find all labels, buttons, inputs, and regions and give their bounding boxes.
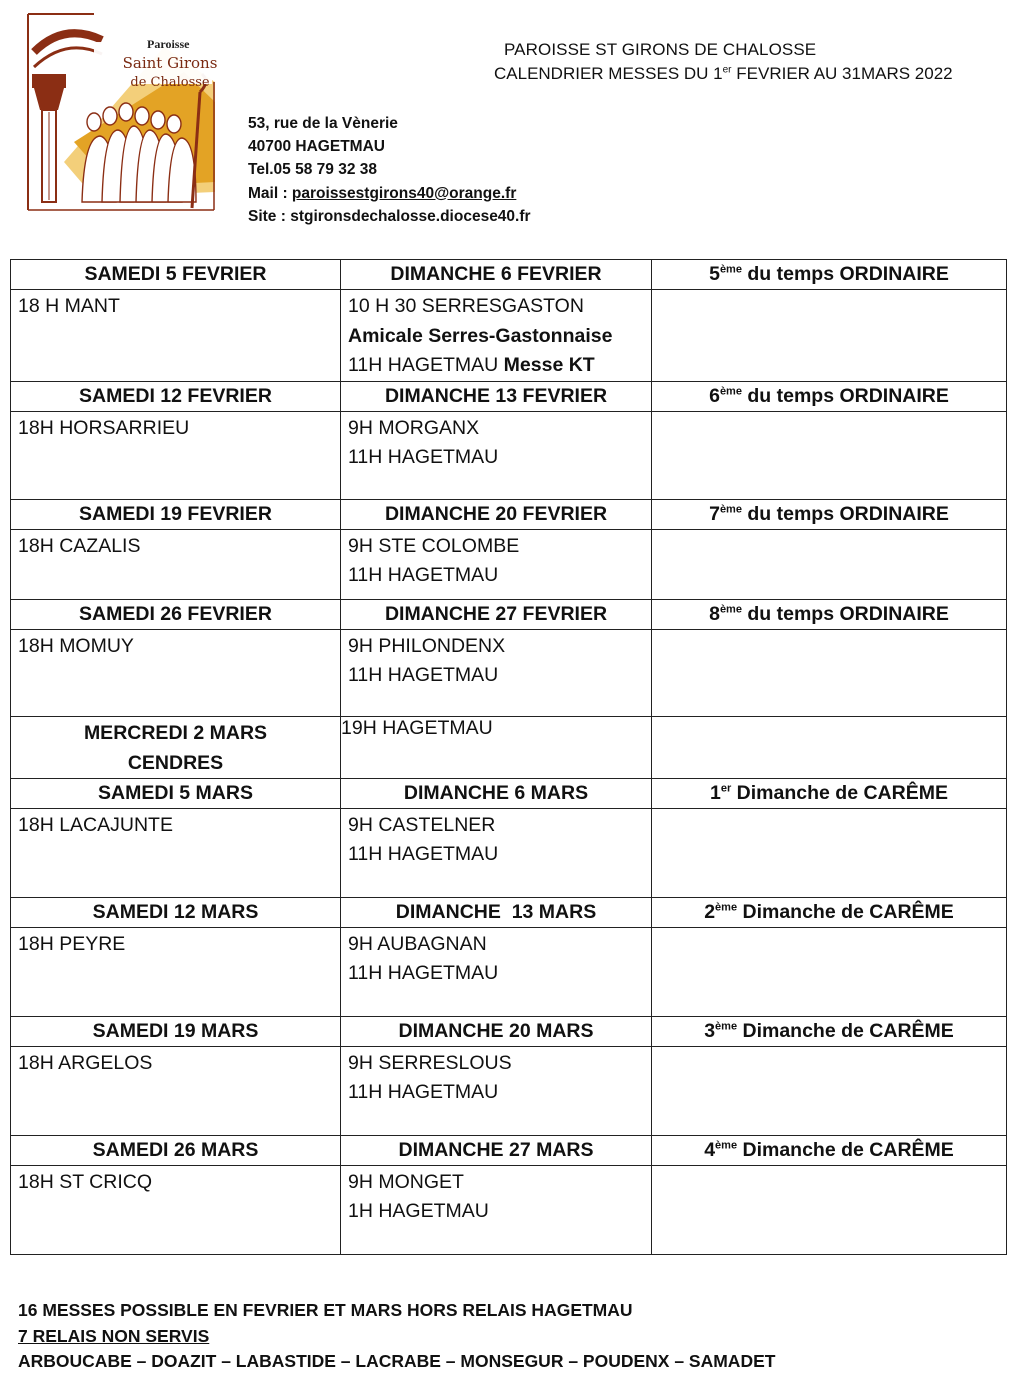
liturgical-sunday [652,599,1007,629]
lit-text: Dimanche de CARÊME [737,1138,954,1161]
mass-entry: 11H HAGETMAU [348,843,499,865]
lit-num: 3 [704,1019,716,1042]
notes-cell [652,1165,1007,1254]
ash-wednesday-date [11,716,341,778]
lit-sup: ème [715,1020,738,1032]
lit-num: 8 [709,602,720,625]
mail-link[interactable]: paroissestgirons40@orange.fr [291,184,517,202]
mass-entry: 9H SERRESLOUS [348,1051,512,1074]
mass-entry: 9H CASTELNER [348,813,496,836]
parish-logo [24,12,218,212]
sunday-date: DIMANCHE 27 FEVRIER [341,599,652,629]
mass-entry: 9H STE COLOMBE [348,534,520,557]
lit-text: du temps ORDINAIRE [741,602,949,625]
liturgical-sunday [652,778,1007,808]
saturday-masses [11,1046,341,1135]
address-city: 40700 HAGETMAU [248,138,385,156]
sunday-date: DIMANCHE 27 MARS [341,1135,652,1165]
mass-entry: 9H PHILONDENX [348,634,506,657]
notes-cell [652,411,1007,499]
lit-text: Dimanche de CARÊME [737,1019,954,1042]
address-site: Site : stgironsdechalosse.diocese40.fr [248,207,531,225]
ash-wednesday-row [11,716,1007,778]
address-mail-line [248,182,531,205]
sunday-masses [341,1165,652,1254]
sunday-masses [341,927,652,1016]
week-header-row [11,260,1007,290]
week-body-row [11,290,1007,382]
week-body-row [11,629,1007,716]
sunday-masses [341,290,652,382]
lit-num: 1 [710,781,721,804]
saturday-date: SAMEDI 5 MARS [11,778,341,808]
saturday-date: SAMEDI 19 FEVRIER [11,499,341,529]
document-subtitle [494,64,953,84]
saturday-masses [11,808,341,897]
sunday-date: DIMANCHE 13 FEVRIER [341,381,652,411]
sunday-masses [341,629,652,716]
logo-sub-text: de Chalosse [130,75,210,90]
mass-note: Amicale Serres-Gastonnaise [348,324,613,347]
week-header-row [11,599,1007,629]
logo-paroisse-text: Paroisse [147,37,190,51]
lit-sup: ème [715,901,738,913]
mass-entry: 18H ST CRICQ [18,1170,153,1193]
footer-relais-title: 7 RELAIS NON SERVIS [18,1325,210,1346]
mass-entry-place: 11H HAGETMAU [348,354,504,376]
sunday-masses [341,529,652,599]
ash-date-line: MERCREDI 2 MARS [83,721,268,744]
subtitle-part-1: CALENDRIER MESSES DU 1 [494,64,723,83]
mass-entry: 1H HAGETMAU [348,1200,489,1222]
saturday-date: SAMEDI 19 MARS [11,1016,341,1046]
notes-cell [652,808,1007,897]
notes-cell [652,290,1007,382]
sunday-date: DIMANCHE 6 MARS [341,778,652,808]
mass-entry: 18H PEYRE [18,932,126,955]
mass-entry: 18H HORSARRIEU [18,416,190,439]
logo-name-text: Saint Girons [122,54,218,72]
lit-sup: ème [719,385,742,397]
saturday-masses [11,411,341,499]
notes-cell [652,529,1007,599]
week-header-row [11,778,1007,808]
mail-label: Mail : [248,184,292,202]
mass-entry: 18 H MANT [18,295,120,317]
lit-text: du temps ORDINAIRE [741,263,949,285]
notes-cell [652,716,1007,778]
mass-entry: 11H HAGETMAU [348,446,499,468]
lit-sup: ème [719,603,742,615]
week-body-row [11,927,1007,1016]
week-body-row [11,1165,1007,1254]
saturday-masses [11,290,341,382]
saturday-masses [11,529,341,599]
mass-entry: 10 H 30 SERRESGASTON [348,295,584,317]
document-title: PAROISSE ST GIRONS DE CHALOSSE [504,40,817,59]
week-header-row [11,1135,1007,1165]
lit-sup: ème [719,263,742,276]
saturday-date: SAMEDI 26 MARS [11,1135,341,1165]
lit-sup: ème [715,1139,738,1151]
mass-entry: 19H HAGETMAU [341,716,493,739]
subtitle-sup: er [722,64,732,76]
notes-cell [652,927,1007,1016]
week-body-row [11,529,1007,599]
subtitle-part-2: FEVRIER AU 31MARS 2022 [731,64,953,83]
mass-entry: 9H MONGET [348,1170,464,1193]
week-header-row [11,381,1007,411]
address-street: 53, rue de la Vènerie [248,115,398,132]
week-header-row [11,897,1007,927]
lit-num: 6 [709,384,720,407]
sunday-date: DIMANCHE 6 FEVRIER [341,260,652,290]
mass-entry: 18H ARGELOS [18,1051,153,1074]
week-body-row [11,808,1007,897]
lit-num: 7 [709,502,720,525]
sunday-masses [341,808,652,897]
mass-entry: 9H MORGANX [348,416,480,439]
saturday-masses [11,1165,341,1254]
lit-num: 5 [709,263,720,285]
lit-text: du temps ORDINAIRE [741,384,949,407]
liturgical-sunday [652,897,1007,927]
liturgical-sunday [652,260,1007,290]
mass-entry: 9H AUBAGNAN [348,932,487,955]
sunday-masses [341,1046,652,1135]
saturday-date: SAMEDI 12 MARS [11,897,341,927]
saturday-date: SAMEDI 26 FEVRIER [11,599,341,629]
liturgical-sunday [652,1016,1007,1046]
lit-num: 4 [704,1138,716,1161]
footer-relais-list: ARBOUCABE – DOAZIT – LABASTIDE – LACRABE – MONSEGUR – POUDENX – SAMADET [18,1351,776,1372]
mass-entry: 18H CAZALIS [18,534,141,557]
week-body-row [11,411,1007,499]
lit-sup: er [720,782,732,794]
mass-entry: 18H LACAJUNTE [18,813,173,836]
mass-entry: 18H MOMUY [18,634,134,657]
saturday-date: SAMEDI 5 FEVRIER [11,260,341,290]
lit-text: Dimanche de CARÊME [737,900,954,923]
footer-notes [18,1298,775,1375]
liturgical-sunday [652,499,1007,529]
week-header-row [11,499,1007,529]
sunday-date: DIMANCHE 13 MARS [341,897,652,927]
ash-wednesday-masses [341,716,652,778]
mass-entry-note: Messe KT [503,354,595,376]
mass-entry: 11H HAGETMAU [348,1081,499,1103]
mass-entry: 11H HAGETMAU [348,962,499,984]
lit-text: Dimanche de CARÊME [731,781,948,804]
ash-cendres-label: CENDRES [127,751,224,774]
notes-cell [652,629,1007,716]
mass-entry: 11H HAGETMAU [348,564,499,586]
liturgical-sunday [652,381,1007,411]
sunday-masses [341,411,652,499]
sunday-date: DIMANCHE 20 MARS [341,1016,652,1046]
saturday-masses [11,629,341,716]
saturday-masses [11,927,341,1016]
saturday-date: SAMEDI 12 FEVRIER [11,381,341,411]
mass-entry [348,351,644,381]
footer-summary: 16 MESSES POSSIBLE EN FEVRIER ET MARS HORS RELAIS HAGETMAU [18,1300,633,1320]
address-tel: Tel.05 58 79 32 38 [248,161,377,179]
week-header-row [11,1016,1007,1046]
sunday-date: DIMANCHE 20 FEVRIER [341,499,652,529]
liturgical-sunday [652,1135,1007,1165]
week-body-row [11,1046,1007,1135]
address-block [248,112,531,228]
mass-calendar-table [10,259,1007,1255]
lit-text: du temps ORDINAIRE [741,502,949,525]
lit-num: 2 [704,900,716,923]
notes-cell [652,1046,1007,1135]
lit-sup: ème [719,503,742,515]
mass-entry: 11H HAGETMAU [348,664,499,686]
